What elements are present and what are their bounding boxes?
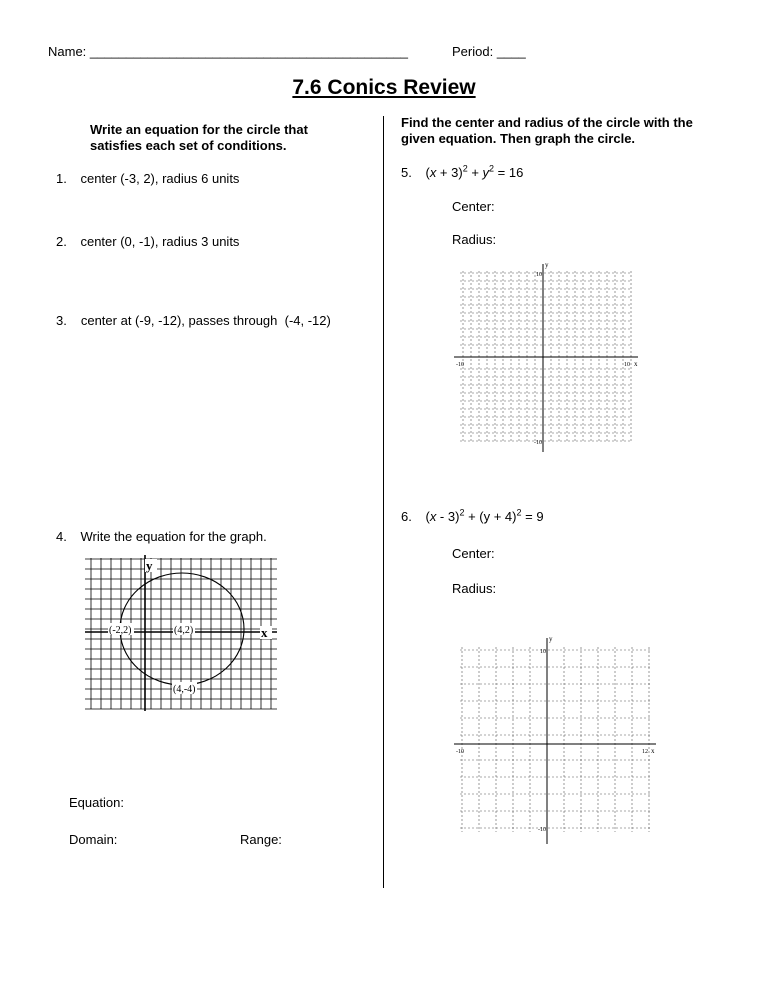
grid-q5-y-axis-label: y xyxy=(545,261,549,269)
question-5-number: 5. xyxy=(401,165,412,180)
question-2 xyxy=(56,234,239,250)
question-4 xyxy=(56,529,267,545)
graph-q4-center-point: (4,2) xyxy=(174,625,194,636)
graph-q4-bottom-point: (4,-4) xyxy=(173,684,196,695)
question-1-text: center (-3, 2), radius 6 units xyxy=(80,171,240,186)
period-label: Period: xyxy=(452,44,497,59)
graph-q4-x-label: x xyxy=(261,625,268,640)
question-3-number: 3. xyxy=(56,313,67,328)
grid-q6-x-right: 12 xyxy=(642,749,648,755)
name-line xyxy=(48,44,408,60)
grid-q5-y-top: 10 xyxy=(536,272,542,278)
period-blank[interactable]: ____ xyxy=(496,44,526,59)
column-divider xyxy=(383,116,384,888)
grid-q6-x-axis-label: x xyxy=(651,747,655,755)
grid-q5-x-axis-label: x xyxy=(634,360,638,368)
question-6-center-label: Center: xyxy=(452,546,495,561)
question-1 xyxy=(56,171,239,187)
grid-q6 xyxy=(452,632,662,850)
question-6-radius-label: Radius: xyxy=(452,581,497,596)
graph-q4 xyxy=(85,553,280,713)
page-title: 7.6 Conics Review xyxy=(292,76,476,99)
period-line xyxy=(452,44,526,60)
question-5-equation: $(x + 3)^2 + y^2 = 16$ xyxy=(425,163,524,180)
question-6-equation: $(x - 3)^2 + (y + 4)^2 = 9$ xyxy=(425,507,544,524)
grid-q6-x-left: -10 xyxy=(456,749,464,755)
right-instructions: Find the center and radius of the circle with the given equation. Then graph the circle. xyxy=(401,115,693,146)
left-instructions: Write an equation for the circle that satisfies each set of conditions. xyxy=(90,122,308,153)
name-blank[interactable]: ____________________________________________ xyxy=(89,44,409,59)
question-4-text: Write the equation for the graph. xyxy=(80,529,267,544)
question-5-center-label: Center: xyxy=(452,199,495,214)
question-3-text: center at (-9, -12), passes through (-4, -12) xyxy=(80,313,331,328)
grid-q6-y-bottom: -10 xyxy=(538,827,546,833)
question-1-number: 1. xyxy=(56,171,67,186)
question-4-number: 4. xyxy=(56,529,67,544)
grid-q5-lines xyxy=(460,271,632,441)
question-6 xyxy=(401,509,544,525)
grid-q5-x-right: 10 xyxy=(624,362,630,368)
grid-q5-x-left: -10 xyxy=(456,362,464,368)
graph-q4-left-point: (-2,2) xyxy=(109,625,132,636)
question-6-number: 6. xyxy=(401,509,412,524)
equation-label: Equation: xyxy=(69,795,124,810)
question-5 xyxy=(401,165,523,181)
grid-q6-lines xyxy=(460,647,652,832)
question-5-radius-label: Radius: xyxy=(452,232,497,247)
question-2-number: 2. xyxy=(56,234,67,249)
question-3 xyxy=(56,313,331,329)
domain-label: Domain: xyxy=(69,832,118,847)
range-label: Range: xyxy=(240,832,282,847)
graph-q4-y-label: y xyxy=(146,558,153,573)
grid-q5-y-bottom: -10 xyxy=(534,440,542,446)
grid-q5 xyxy=(452,258,642,463)
grid-q6-y-axis-label: y xyxy=(549,635,553,643)
grid-q6-y-top: 10 xyxy=(540,649,546,655)
name-label: Name: xyxy=(48,44,90,59)
question-2-text: center (0, -1), radius 3 units xyxy=(80,234,240,249)
